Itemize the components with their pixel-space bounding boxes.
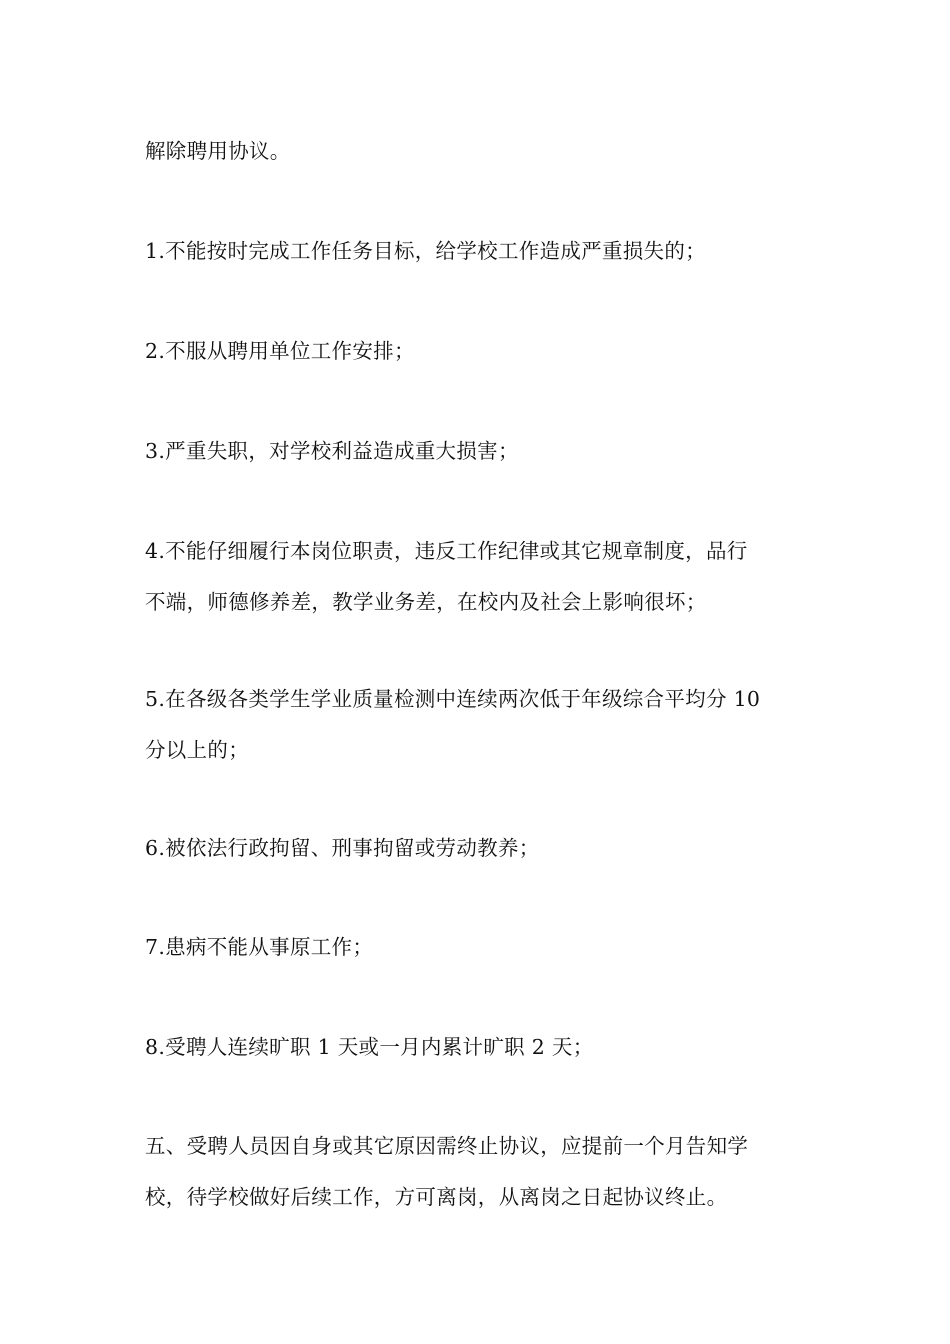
paragraph-item-4 — [145, 526, 815, 628]
paragraph-line: 五、受聘人员因自身或其它原因需终止协议，应提前一个月告知学 — [145, 1134, 749, 1158]
paragraph-section-5 — [145, 1121, 815, 1223]
paragraph-item-5 — [145, 674, 815, 776]
paragraph-line: 1.不能按时完成工作任务目标，给学校工作造成严重损失的； — [145, 239, 706, 263]
paragraph-item-2 — [145, 326, 815, 377]
paragraph-item-8 — [145, 1022, 815, 1073]
paragraph-item-6 — [145, 823, 815, 874]
paragraph-line: 2.不服从聘用单位工作安排； — [145, 339, 415, 363]
paragraph-line: 解除聘用协议。 — [145, 139, 291, 163]
paragraph-line: 8.受聘人连续旷职 1 天或一月内累计旷职 2 天； — [145, 1035, 594, 1059]
paragraph-item-3 — [145, 426, 815, 477]
paragraph-line: 分以上的； — [145, 738, 249, 762]
paragraph-line: 3.严重失职，对学校利益造成重大损害； — [145, 439, 519, 463]
paragraph-item-7 — [145, 922, 815, 973]
paragraph-line: 不端，师德修养差，教学业务差，在校内及社会上影响很坏； — [145, 590, 707, 614]
paragraph-termination-intro — [145, 126, 815, 177]
paragraph-line: 6.被依法行政拘留、刑事拘留或劳动教养； — [145, 836, 540, 860]
paragraph-item-1 — [145, 226, 815, 277]
paragraph-line: 5.在各级各类学生学业质量检测中连续两次低于年级综合平均分 10 — [145, 687, 761, 711]
paragraph-line: 7.患病不能从事原工作； — [145, 935, 374, 959]
paragraph-line: 校，待学校做好后续工作，方可离岗，从离岗之日起协议终止。 — [145, 1185, 728, 1209]
paragraph-line: 4.不能仔细履行本岗位职责，违反工作纪律或其它规章制度，品行 — [145, 539, 748, 563]
